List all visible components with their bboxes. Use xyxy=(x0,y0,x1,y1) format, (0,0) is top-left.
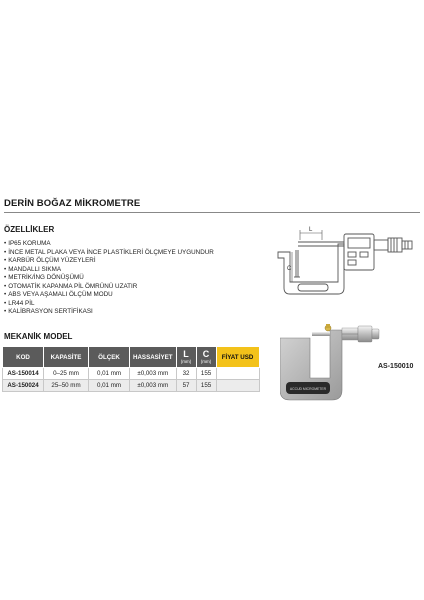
dimension-c-label: C xyxy=(287,266,292,272)
cell-kod: AS-150014 xyxy=(3,368,44,380)
cell-kapasite: 0–25 mm xyxy=(44,368,89,380)
feature-item: • OTOMATİK KAPANMA PİL ÖMRÜNÜ UZATIR xyxy=(4,283,264,292)
col-header-olcek: ÖLÇEK xyxy=(89,347,130,368)
col-header-l-label: L xyxy=(183,349,189,359)
cell-kapasite: 25–50 mm xyxy=(44,380,89,392)
spec-table xyxy=(2,346,260,392)
feature-item: • LR44 PİL xyxy=(4,300,264,309)
col-header-hassasiyet: HASSASİYET xyxy=(130,347,177,368)
micrometer-product-image xyxy=(280,318,380,408)
cell-l: 57 xyxy=(176,380,196,392)
table-row xyxy=(3,368,260,380)
brand-text: ACCUD MICROMETER xyxy=(289,387,327,391)
col-header-kod: KOD xyxy=(3,347,44,368)
cell-l: 32 xyxy=(176,368,196,380)
feature-item: • İNCE METAL PLAKA VEYA İNCE PLASTİKLERİ ÖLÇMEYE UYGUNDUR xyxy=(4,249,264,258)
cell-hassasiyet: ±0,003 mm xyxy=(130,380,177,392)
col-header-l-unit: (mm) xyxy=(180,359,192,364)
feature-list xyxy=(4,240,264,317)
table-row xyxy=(3,380,260,392)
col-header-kapasite: KAPASİTE xyxy=(44,347,89,368)
feature-item: • ABS VEYA AŞAMALI ÖLÇÜM MODU xyxy=(4,291,264,300)
cell-c: 155 xyxy=(196,368,216,380)
feature-item: • IP65 KORUMA xyxy=(4,240,264,249)
col-header-c-label: C xyxy=(202,349,210,359)
cell-olcek: 0,01 mm xyxy=(89,380,130,392)
feature-item: • KALİBRASYON SERTİFİKASI xyxy=(4,308,264,317)
col-header-c xyxy=(196,347,216,368)
product-model-label: AS-150010 xyxy=(378,363,414,370)
feature-item: • MANDALLI SIKMA xyxy=(4,266,264,275)
mechanical-model-heading: MEKANİK MODEL xyxy=(4,332,73,341)
micrometer-dimension-diagram xyxy=(268,222,418,302)
features-heading: ÖZELLİKLER xyxy=(4,225,55,234)
cell-fiyat xyxy=(216,368,259,380)
dimension-l-label: L xyxy=(309,227,313,233)
col-header-c-unit: (mm) xyxy=(200,359,212,364)
col-header-fiyat: FİYAT USD xyxy=(216,347,259,368)
cell-kod: AS-150024 xyxy=(3,380,44,392)
cell-c: 155 xyxy=(196,380,216,392)
page-title: DERİN BOĞAZ MİKROMETRE xyxy=(4,198,141,209)
col-header-l xyxy=(176,347,196,368)
cell-fiyat xyxy=(216,380,259,392)
feature-item: • METRİK/İNG DÖNÜŞÜMÜ xyxy=(4,274,264,283)
cell-hassasiyet: ±0,003 mm xyxy=(130,368,177,380)
table-header-row xyxy=(3,347,260,368)
title-divider xyxy=(4,212,420,213)
feature-item: • KARBÜR ÖLÇÜM YÜZEYLERİ xyxy=(4,257,264,266)
cell-olcek: 0,01 mm xyxy=(89,368,130,380)
